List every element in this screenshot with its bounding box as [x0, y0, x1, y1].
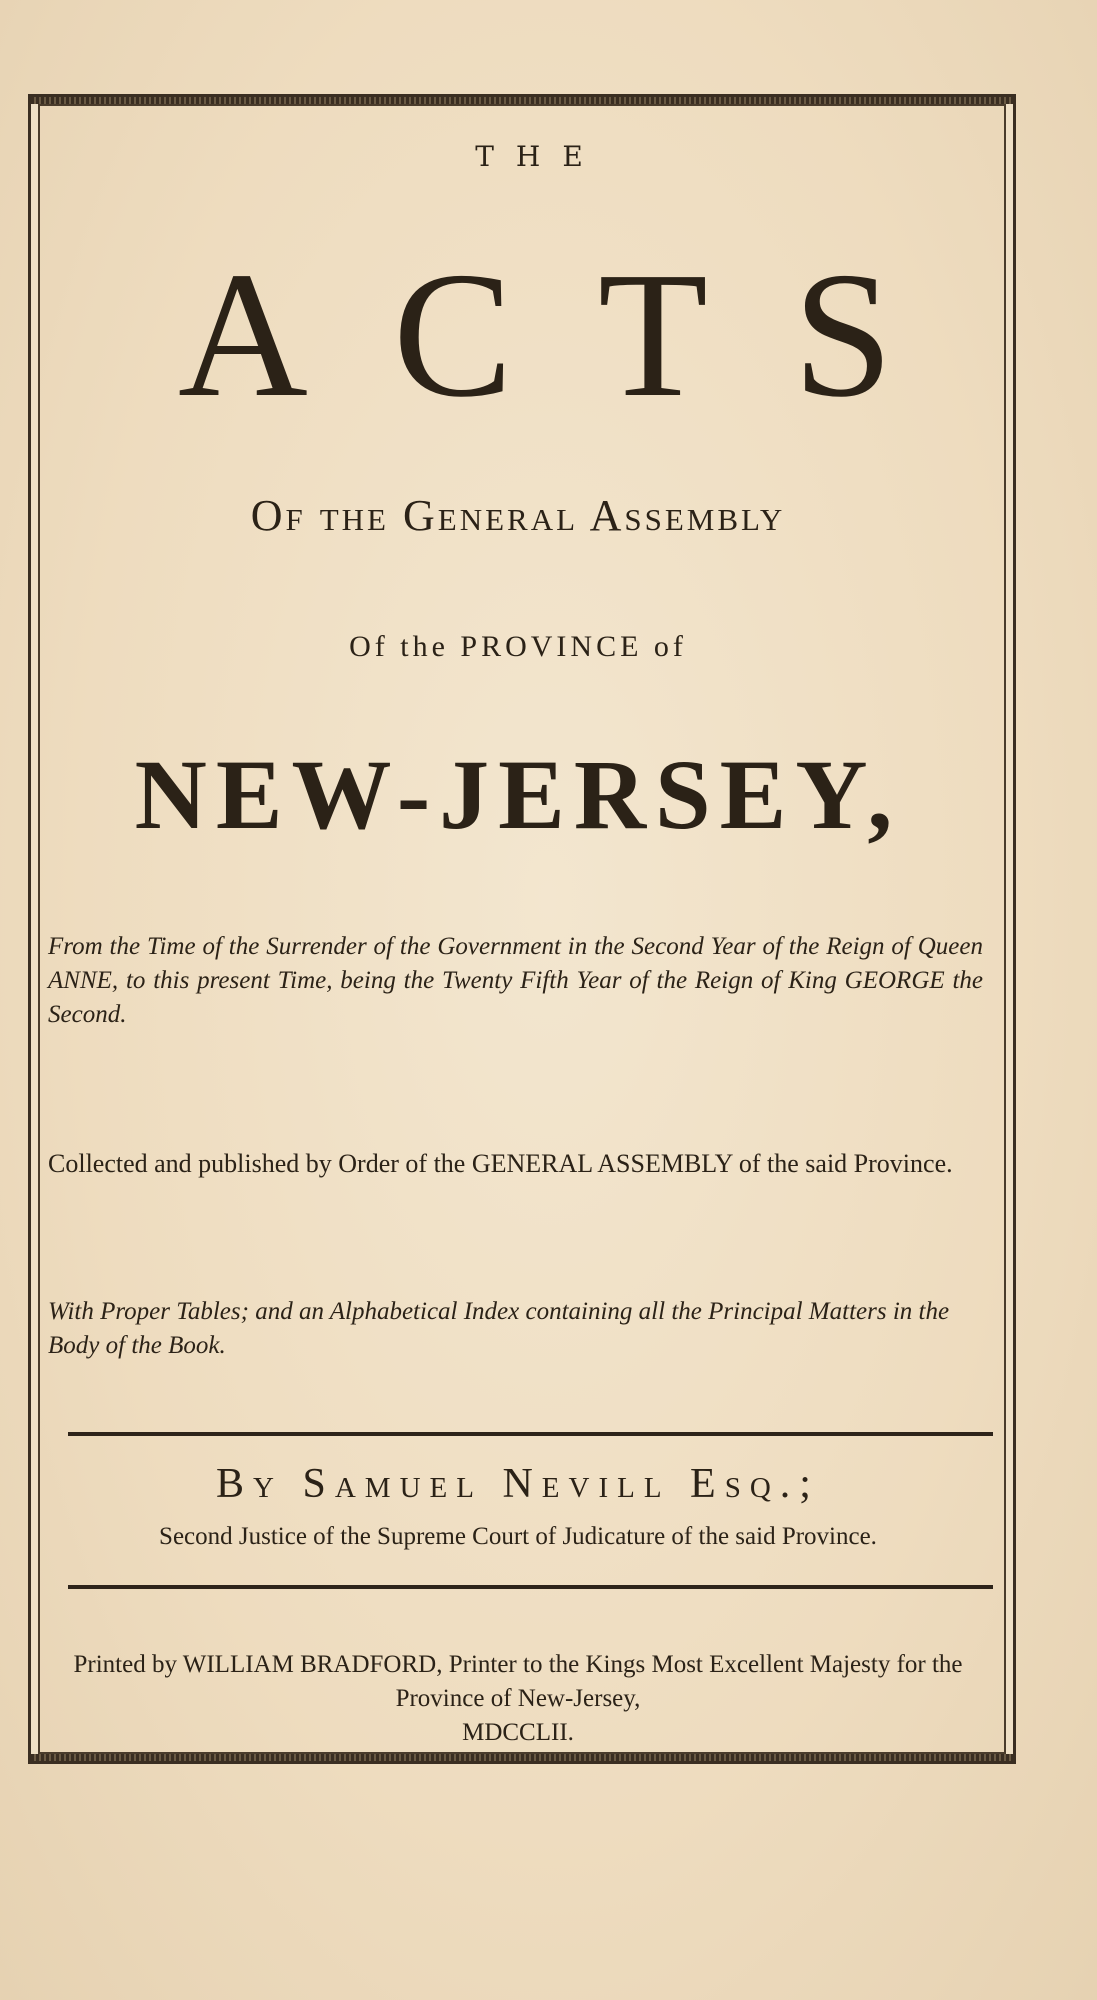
author-line: By Samuel Nevill Esq.;	[216, 1461, 820, 1507]
collected-statement: Collected and published by Order of the GENERAL ASSEMBLY of the said Province.	[48, 1149, 953, 1178]
divider-rule-lower	[68, 1585, 993, 1589]
author-title: Second Justice of the Supreme Court of Judicature of the said Province.	[159, 1523, 877, 1550]
heading-acts: ACTS	[177, 235, 979, 434]
divider-rule-upper	[68, 1432, 993, 1436]
heading-new-jersey: NEW-JERSEY,	[134, 739, 902, 850]
heading-province-of: Of the PROVINCE of	[349, 630, 687, 663]
heading-general-assembly: Of the General Assembly	[250, 491, 786, 540]
scope-statement: From the Time of the Surrender of the Government in the Second Year of the Reign of Queen ANNE, to this present Time, being the Twenty Fifth Year of the Reign of King GEORGE the Second.	[48, 933, 983, 1028]
imprint-year: MDCCLII.	[462, 1719, 574, 1746]
tables-statement: With Proper Tables; and an Alphabetical Index containing all the Principal Matters in the Body of the Book.	[48, 1298, 950, 1359]
imprint-line: Printed by WILLIAM BRADFORD, Printer to the Kings Most Excellent Majesty for the Province of New-Jersey,	[73, 1651, 963, 1712]
bottom-ornament-band	[31, 1754, 1013, 1761]
heading-the: THE	[475, 140, 605, 173]
top-ornament-band	[31, 97, 1013, 104]
